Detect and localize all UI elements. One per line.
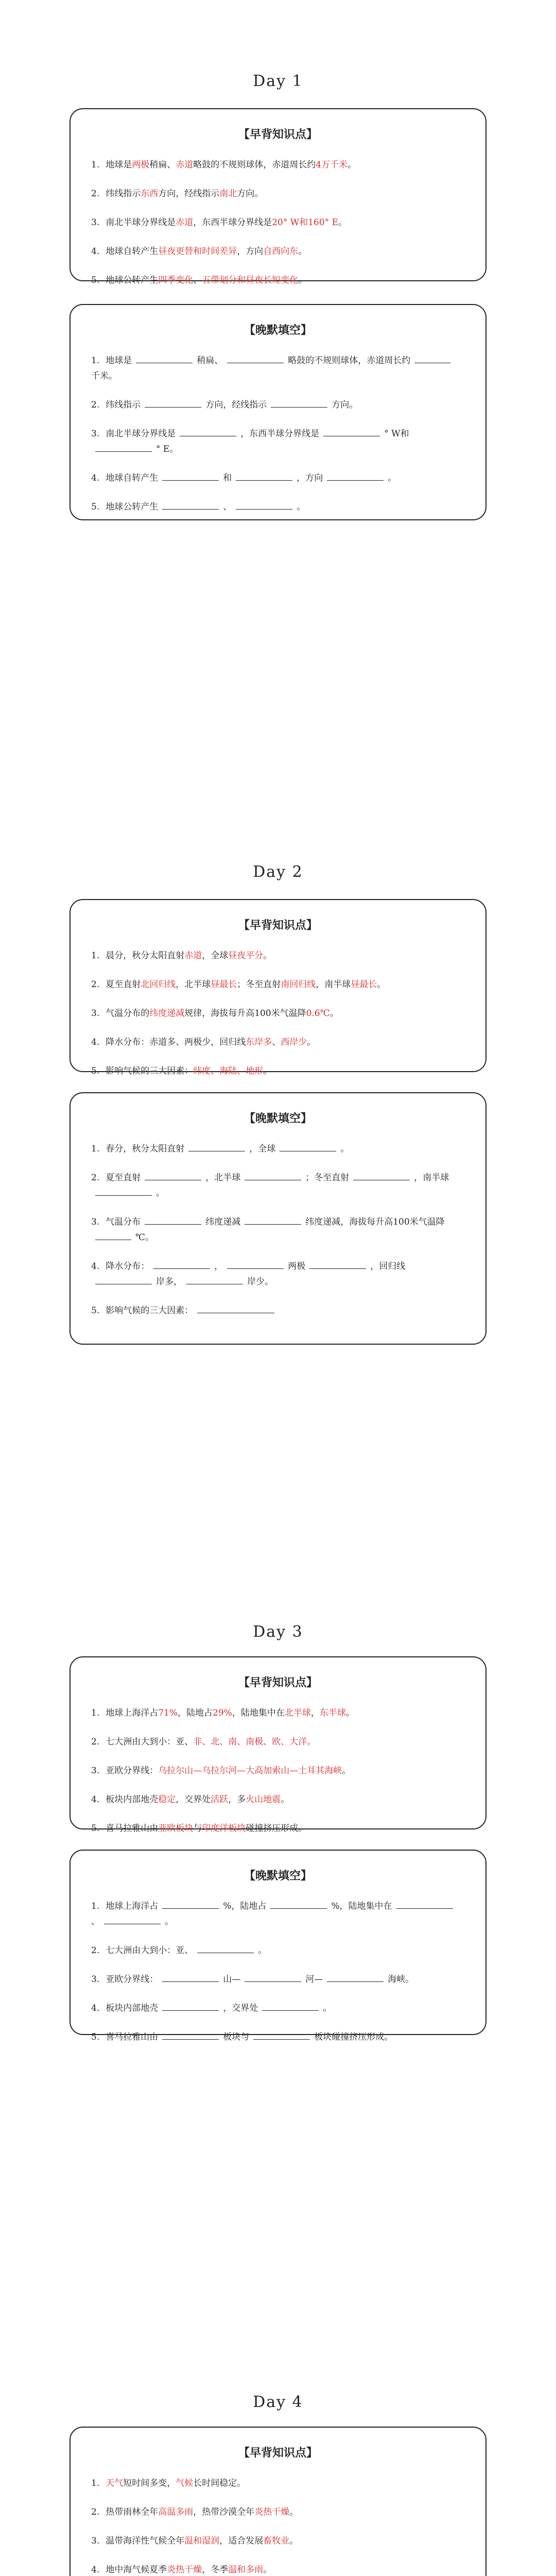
item-text: 板块内部地壳 bbox=[106, 1794, 159, 1805]
item-number: 4. bbox=[91, 246, 100, 257]
item-text: 亚欧分界线： bbox=[106, 1974, 159, 1985]
fill-blank[interactable] bbox=[136, 355, 193, 363]
item-text: 。 bbox=[263, 1066, 272, 1076]
item-text: ；冬至直射 bbox=[237, 979, 281, 990]
day-title: Day 4 bbox=[253, 2393, 303, 2411]
item-number: 3. bbox=[91, 1008, 100, 1019]
key-term: 五带划分和昼夜长短变化 bbox=[202, 275, 299, 285]
fill-blank[interactable] bbox=[253, 2032, 310, 2040]
item-text: 影响气候的三大因素： bbox=[106, 1066, 194, 1076]
knowledge-item-4 bbox=[91, 244, 463, 259]
item-text: 方向。 bbox=[237, 189, 264, 199]
fill-item-2 bbox=[91, 1943, 463, 1958]
item-number: 1. bbox=[91, 1144, 100, 1154]
item-text: ，冬季 bbox=[202, 2565, 229, 2575]
item-text: 南北半球分界线是 bbox=[106, 429, 176, 439]
item-text: ；冬至直射 bbox=[305, 1173, 350, 1183]
item-text: 千米。 bbox=[91, 371, 117, 381]
item-text: 短时间多变， bbox=[123, 2478, 176, 2488]
knowledge-item-2 bbox=[91, 2504, 463, 2520]
item-text: 地球自转产生 bbox=[106, 246, 159, 257]
item-text: ，南半球 bbox=[316, 979, 351, 990]
item-text: ，东西半球分界线是 bbox=[193, 217, 272, 228]
item-text: 纬度递减，海拔每升高100米气温降 bbox=[305, 1217, 445, 1227]
item-number: 1. bbox=[91, 160, 100, 170]
key-term: 炎热干燥 bbox=[254, 2507, 290, 2517]
fill-blank[interactable] bbox=[270, 1901, 327, 1909]
item-text: 热带雨林全年 bbox=[106, 2507, 159, 2517]
knowledge-card bbox=[70, 899, 486, 1076]
item-text: ° W和 bbox=[384, 429, 409, 439]
key-term: 南回归线 bbox=[281, 979, 316, 990]
fill-blank[interactable] bbox=[227, 1261, 284, 1269]
key-term: 活跃 bbox=[211, 1794, 229, 1805]
key-term: 、北、南、南极、欧、大洋。 bbox=[202, 1737, 316, 1747]
item-text: 温带海洋性气候全年 bbox=[106, 2536, 185, 2546]
item-text: ，陆地占 bbox=[178, 1708, 213, 1718]
item-text: 。 bbox=[297, 502, 306, 512]
item-text: 山— bbox=[223, 1974, 241, 1985]
fill-item-5 bbox=[91, 2029, 463, 2045]
item-text: 。 bbox=[165, 1917, 173, 1927]
item-text: 影响气候的三大因素： bbox=[106, 1306, 194, 1316]
fill-blank[interactable] bbox=[271, 400, 327, 408]
item-number: 4. bbox=[91, 1794, 100, 1805]
item-text: 地球是 bbox=[106, 160, 132, 170]
item-number: 4. bbox=[91, 1037, 100, 1047]
day-title: Day 1 bbox=[253, 72, 303, 90]
item-number: 5. bbox=[91, 1066, 100, 1076]
fill-card-title: 【晚默填空】 bbox=[244, 324, 312, 337]
fill-blank[interactable] bbox=[162, 1901, 219, 1909]
knowledge-item-1 bbox=[91, 157, 463, 173]
item-number: 2. bbox=[91, 979, 100, 990]
item-text: ，热带沙漠全年 bbox=[193, 2507, 255, 2517]
item-text: ，全球 bbox=[249, 1144, 276, 1154]
fill-blank[interactable] bbox=[162, 2032, 219, 2040]
item-number: 5. bbox=[91, 1823, 100, 1834]
knowledge-list bbox=[71, 1705, 485, 1836]
item-number: 4. bbox=[91, 473, 100, 483]
item-text: ，全球 bbox=[202, 951, 229, 961]
item-text: 长时间稳定。 bbox=[193, 2478, 246, 2488]
item-text: ，方向 bbox=[237, 246, 264, 257]
item-text: 、 bbox=[91, 1917, 100, 1927]
knowledge-item-3 bbox=[91, 215, 463, 230]
fill-blank[interactable] bbox=[95, 1232, 131, 1240]
item-text: 略鼓的不规则球体，赤道周长约 bbox=[288, 355, 411, 366]
item-text: 稍扁、 bbox=[197, 355, 223, 366]
key-term: 温和湿润 bbox=[184, 2536, 220, 2546]
item-number: 3. bbox=[91, 217, 100, 228]
key-term: 温和多雨 bbox=[228, 2565, 264, 2575]
item-text: 地球是 bbox=[106, 355, 132, 366]
item-text: 稍扁、 bbox=[149, 160, 176, 170]
fill-item-1 bbox=[91, 353, 463, 384]
knowledge-item-4 bbox=[91, 1035, 463, 1050]
key-term: 昼最长 bbox=[351, 979, 377, 990]
knowledge-item-3 bbox=[91, 2533, 463, 2549]
item-text: 。 bbox=[298, 246, 307, 257]
key-term: 东西 bbox=[141, 189, 159, 199]
fill-item-4 bbox=[91, 470, 463, 486]
item-text: 。 bbox=[298, 275, 307, 285]
item-number: 4. bbox=[91, 2003, 100, 2013]
item-text: 。 bbox=[342, 1766, 351, 1776]
knowledge-item-1 bbox=[91, 948, 463, 963]
item-text: 喜马拉雅山由 bbox=[106, 2032, 159, 2042]
fill-blank[interactable] bbox=[327, 473, 384, 481]
knowledge-item-3 bbox=[91, 1006, 463, 1021]
fill-blank[interactable] bbox=[245, 1217, 301, 1225]
item-text: 地球上海洋占 bbox=[106, 1901, 159, 1911]
item-number: 3. bbox=[91, 1766, 100, 1776]
item-text: ，北半球 bbox=[205, 1173, 241, 1183]
knowledge-item-1 bbox=[91, 2476, 463, 2491]
knowledge-item-1 bbox=[91, 1705, 463, 1721]
item-text: 。 bbox=[156, 1188, 165, 1198]
item-number: 5. bbox=[91, 2032, 100, 2042]
item-text: ，陆地集中在 bbox=[232, 1708, 285, 1718]
knowledge-item-2 bbox=[91, 977, 463, 992]
item-text: 略鼓的不规则球体，赤道周长约 bbox=[193, 160, 316, 170]
knowledge-item-5 bbox=[91, 1063, 463, 1079]
fill-blank[interactable] bbox=[197, 1306, 274, 1313]
key-term: 赤道 bbox=[184, 951, 202, 961]
item-text: 。 bbox=[263, 951, 272, 961]
item-number: 2. bbox=[91, 2507, 100, 2517]
fill-blank[interactable] bbox=[327, 1974, 384, 1982]
item-text: ，交界处 bbox=[223, 2003, 258, 2013]
knowledge-card-title: 【早背知识点】 bbox=[238, 919, 318, 932]
key-term: 29% bbox=[213, 1708, 232, 1718]
item-text: 气温分布 bbox=[106, 1217, 141, 1227]
item-text: 。 bbox=[307, 1037, 316, 1047]
item-text: 碰撞挤压形成。 bbox=[246, 1823, 307, 1834]
item-text: 。 bbox=[263, 2565, 272, 2575]
key-term: 昼夜平分 bbox=[228, 951, 264, 961]
knowledge-item-4 bbox=[91, 1792, 463, 1807]
item-text: 两极 bbox=[288, 1261, 306, 1272]
key-term: 南北 bbox=[219, 189, 237, 199]
knowledge-card-title: 【早背知识点】 bbox=[238, 128, 318, 141]
item-text: 地球自转产生 bbox=[106, 473, 159, 483]
item-number: 2. bbox=[91, 1945, 100, 1956]
fill-blank[interactable] bbox=[197, 1945, 254, 1953]
item-text: 地球公转产生 bbox=[106, 275, 159, 285]
item-number: 2. bbox=[91, 400, 100, 410]
item-text: 方向，经线指示 bbox=[158, 189, 220, 199]
item-number: 5. bbox=[91, 1306, 100, 1316]
item-text: 地球公转产生 bbox=[106, 502, 159, 512]
fill-blank[interactable] bbox=[280, 1144, 336, 1151]
knowledge-item-2 bbox=[91, 1734, 463, 1750]
fill-item-3 bbox=[91, 1214, 463, 1245]
fill-blank[interactable] bbox=[180, 429, 236, 436]
fill-card bbox=[70, 1092, 486, 1345]
fill-blank[interactable] bbox=[145, 1173, 201, 1180]
item-number: 3. bbox=[91, 2536, 100, 2546]
fill-blank[interactable] bbox=[396, 1901, 453, 1909]
knowledge-item-5 bbox=[91, 1821, 463, 1836]
key-term: 71% bbox=[158, 1708, 178, 1718]
item-text: ，东西半球分界线是 bbox=[240, 429, 320, 439]
item-text: 。 bbox=[348, 160, 357, 170]
fill-blank[interactable] bbox=[188, 1144, 245, 1151]
key-term: 纬度、海陆、地形 bbox=[193, 1066, 264, 1076]
fill-blank[interactable] bbox=[162, 473, 219, 481]
item-number: 2. bbox=[91, 189, 100, 199]
fill-item-2 bbox=[91, 397, 463, 413]
fill-blank[interactable] bbox=[186, 1277, 243, 1284]
item-text: %，陆地集中在 bbox=[331, 1901, 392, 1911]
key-term: 两极 bbox=[132, 160, 150, 170]
item-text: 海峡。 bbox=[388, 1974, 414, 1985]
key-term: 纬度递减 bbox=[149, 1008, 185, 1019]
item-text: 夏至直射 bbox=[106, 1173, 141, 1183]
item-text: 。 bbox=[388, 473, 397, 483]
item-text: 、 bbox=[223, 502, 232, 512]
item-text: 。 bbox=[338, 217, 348, 228]
knowledge-card-title: 【早背知识点】 bbox=[238, 1676, 318, 1689]
key-term: 东半球 bbox=[319, 1708, 346, 1718]
item-text: 七大洲由大到小：亚、 bbox=[106, 1945, 194, 1956]
item-text: ，多 bbox=[228, 1794, 246, 1805]
fill-card bbox=[70, 304, 486, 520]
item-text: 纬线指示 bbox=[106, 189, 141, 199]
fill-item-3 bbox=[91, 1972, 463, 1987]
fill-blank[interactable] bbox=[145, 1217, 201, 1225]
fill-blank[interactable] bbox=[245, 1173, 301, 1180]
fill-blank[interactable] bbox=[245, 1974, 301, 1982]
key-term: 非 bbox=[193, 1737, 202, 1747]
key-term: 亚欧板块 bbox=[158, 1823, 194, 1834]
item-text: 地球上海洋占 bbox=[106, 1708, 159, 1718]
item-number: 1. bbox=[91, 2478, 100, 2488]
item-number: 5. bbox=[91, 502, 100, 512]
key-term: 火山地震 bbox=[246, 1794, 281, 1805]
item-text: 板块碰撞挤压形成。 bbox=[314, 2032, 393, 2042]
knowledge-card bbox=[70, 108, 486, 285]
item-text: 。 bbox=[289, 2536, 299, 2546]
knowledge-card bbox=[70, 1656, 486, 1834]
fill-list bbox=[71, 1899, 485, 2045]
item-text: ° E。 bbox=[156, 444, 179, 454]
key-term: 西岸少 bbox=[281, 1037, 307, 1047]
item-number: 3. bbox=[91, 1217, 100, 1227]
knowledge-item-4 bbox=[91, 2562, 463, 2576]
item-text: 板块与 bbox=[223, 2032, 250, 2042]
item-number: 3. bbox=[91, 1974, 100, 1985]
day-title: Day 2 bbox=[253, 863, 303, 881]
item-text: 南北半球分界线是 bbox=[106, 217, 176, 228]
key-term: 北回归线 bbox=[141, 979, 176, 990]
key-term: 赤道 bbox=[176, 160, 194, 170]
key-term: 四季变化 bbox=[158, 275, 194, 285]
key-term: 赤道 bbox=[176, 217, 194, 228]
fill-blank[interactable] bbox=[162, 502, 219, 510]
item-text: 和 bbox=[223, 473, 232, 483]
item-number: 4. bbox=[91, 1261, 100, 1272]
item-text: ，交界处 bbox=[176, 1794, 211, 1805]
key-term: 20° W和160° E bbox=[272, 217, 339, 228]
fill-blank[interactable] bbox=[104, 1917, 161, 1924]
item-text: 纬线指示 bbox=[106, 400, 141, 410]
fill-item-4 bbox=[91, 1259, 463, 1290]
item-text: %，陆地占 bbox=[223, 1901, 267, 1911]
fill-blank[interactable] bbox=[309, 1261, 366, 1269]
item-text: 岸少。 bbox=[247, 1277, 273, 1287]
fill-blank[interactable] bbox=[323, 429, 380, 436]
item-number: 1. bbox=[91, 355, 100, 366]
item-text: ， bbox=[214, 1261, 223, 1272]
item-text: ，回归线 bbox=[370, 1261, 406, 1272]
item-text: 晨分，秋分太阳直射 bbox=[106, 951, 185, 961]
fill-card-title: 【晚默填空】 bbox=[244, 1869, 312, 1883]
item-text: 降水分布： bbox=[106, 1261, 150, 1272]
item-text: 、 bbox=[272, 1037, 281, 1047]
fill-item-1 bbox=[91, 1141, 463, 1157]
key-term: 昼最长 bbox=[211, 979, 237, 990]
item-text: 与 bbox=[193, 1823, 202, 1834]
item-number: 1. bbox=[91, 1901, 100, 1911]
item-number: 1. bbox=[91, 1708, 100, 1718]
item-text: 规律，海拔每升高100米气温降 bbox=[184, 1008, 306, 1019]
fill-blank[interactable] bbox=[153, 1261, 210, 1269]
item-text: 亚欧分界线： bbox=[106, 1766, 159, 1776]
fill-item-2 bbox=[91, 1170, 463, 1201]
fill-blank[interactable] bbox=[95, 444, 152, 452]
fill-item-3 bbox=[91, 426, 463, 457]
fill-blank[interactable] bbox=[414, 355, 450, 363]
item-number: 3. bbox=[91, 429, 100, 439]
item-number: 2. bbox=[91, 1737, 100, 1747]
fill-blank[interactable] bbox=[236, 502, 292, 510]
fill-list bbox=[71, 1141, 485, 1318]
key-term: 0.6℃ bbox=[306, 1008, 330, 1019]
knowledge-card bbox=[70, 2427, 486, 2576]
item-text: 春分，秋分太阳直射 bbox=[106, 1144, 185, 1154]
item-number: 2. bbox=[91, 1173, 100, 1183]
item-text: 夏至直射 bbox=[106, 979, 141, 990]
fill-item-4 bbox=[91, 2001, 463, 2016]
fill-blank[interactable] bbox=[162, 2003, 219, 2011]
key-term: 北半球 bbox=[284, 1708, 311, 1718]
item-text: 七大洲由大到小：亚、 bbox=[106, 1737, 194, 1747]
item-text: 。 bbox=[329, 1008, 339, 1019]
key-term: 稳定 bbox=[158, 1794, 176, 1805]
key-term: 东岸多 bbox=[246, 1037, 272, 1047]
item-text: 。 bbox=[289, 2507, 299, 2517]
key-term: 乌拉尔山—乌拉尔河—大高加索山—土耳其海峡 bbox=[158, 1766, 342, 1776]
key-term: 气候 bbox=[176, 2478, 194, 2488]
item-text: 地中海气候夏季 bbox=[106, 2565, 167, 2575]
item-text: 岸多， bbox=[156, 1277, 182, 1287]
fill-list bbox=[71, 353, 485, 515]
item-text: ，方向 bbox=[297, 473, 323, 483]
key-term: 畜牧业 bbox=[263, 2536, 290, 2546]
fill-blank[interactable] bbox=[227, 355, 284, 363]
item-text: ， bbox=[310, 1708, 320, 1718]
key-term: 自西向东 bbox=[263, 246, 299, 257]
key-term: 印度洋板块 bbox=[202, 1823, 246, 1834]
fill-blank[interactable] bbox=[162, 1974, 219, 1982]
knowledge-list bbox=[71, 157, 485, 288]
item-text: 降水分布：赤道多、两极少，回归线 bbox=[106, 1037, 246, 1047]
item-text: 。 bbox=[377, 979, 386, 990]
key-term: 炎热干燥 bbox=[167, 2565, 202, 2575]
item-text: ，适合发展 bbox=[219, 2536, 264, 2546]
item-number: 5. bbox=[91, 275, 100, 285]
item-text: 板块内部地壳 bbox=[106, 2003, 159, 2013]
knowledge-item-2 bbox=[91, 186, 463, 201]
fill-card-title: 【晚默填空】 bbox=[244, 1112, 312, 1125]
item-text: ，南半球 bbox=[414, 1173, 449, 1183]
fill-card bbox=[70, 1850, 486, 2042]
item-text: 方向。 bbox=[332, 400, 358, 410]
item-text: 。 bbox=[281, 1794, 290, 1805]
day-title: Day 3 bbox=[253, 1623, 303, 1641]
item-text: 、 bbox=[193, 275, 202, 285]
item-text: 河— bbox=[305, 1974, 323, 1985]
knowledge-item-5 bbox=[91, 273, 463, 288]
item-text: 纬度递减 bbox=[205, 1217, 241, 1227]
fill-blank[interactable] bbox=[353, 1173, 410, 1180]
item-text: 喜马拉雅山由 bbox=[106, 1823, 159, 1834]
knowledge-list bbox=[71, 2476, 485, 2576]
knowledge-item-3 bbox=[91, 1763, 463, 1778]
item-text: 。 bbox=[345, 1708, 355, 1718]
fill-blank[interactable] bbox=[236, 473, 292, 481]
item-text: 气温分布的 bbox=[106, 1008, 150, 1019]
key-term: 4万千米 bbox=[316, 160, 348, 170]
item-text: ℃。 bbox=[135, 1232, 154, 1243]
knowledge-card-title: 【早背知识点】 bbox=[238, 2446, 318, 2460]
fill-item-5 bbox=[91, 499, 463, 515]
item-text: 。 bbox=[258, 1945, 267, 1956]
fill-item-1 bbox=[91, 1899, 463, 1929]
fill-blank[interactable] bbox=[145, 400, 201, 408]
item-text: 。 bbox=[323, 2003, 332, 2013]
fill-blank[interactable] bbox=[262, 2003, 319, 2011]
fill-item-5 bbox=[91, 1303, 463, 1318]
key-term: 昼夜更替和时间差异 bbox=[158, 246, 237, 257]
knowledge-list bbox=[71, 948, 485, 1079]
key-term: 高温多雨 bbox=[158, 2507, 194, 2517]
fill-blank[interactable] bbox=[95, 1188, 152, 1196]
item-number: 1. bbox=[91, 951, 100, 961]
item-text: ，北半球 bbox=[176, 979, 211, 990]
fill-blank[interactable] bbox=[95, 1277, 152, 1284]
item-text: 方向，经线指示 bbox=[205, 400, 267, 410]
item-text: 。 bbox=[340, 1144, 350, 1154]
key-term: 天气 bbox=[106, 2478, 124, 2488]
item-number: 4. bbox=[91, 2565, 100, 2575]
